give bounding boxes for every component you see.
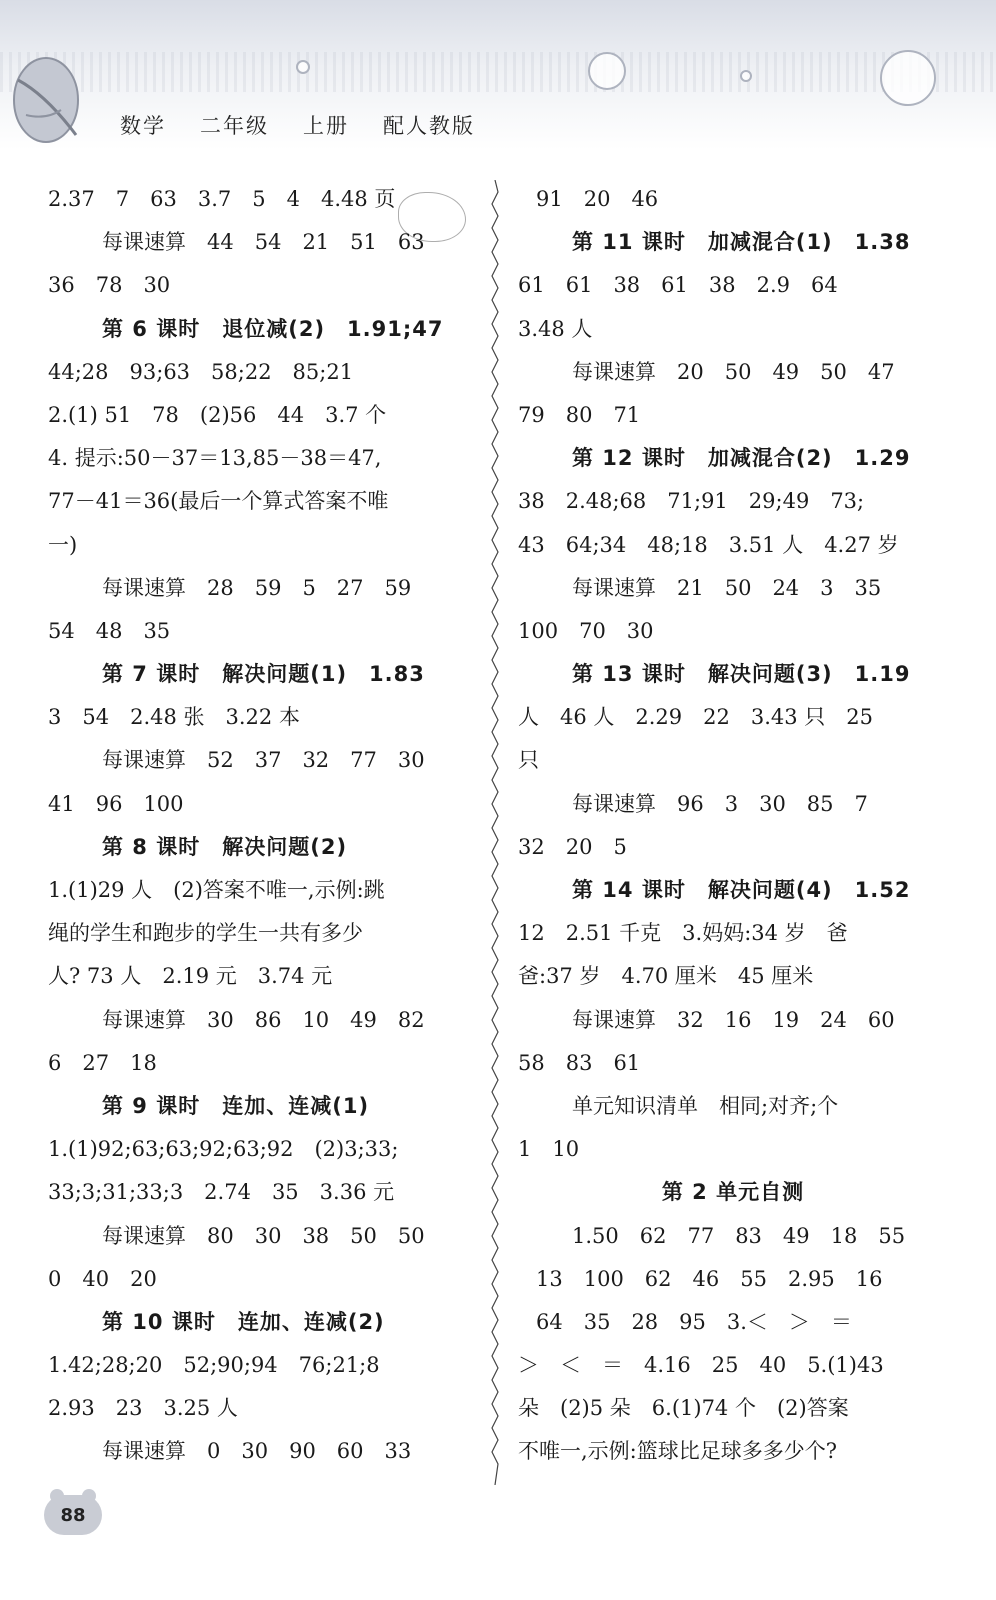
answer-line: 只 <box>518 748 539 773</box>
lesson-heading: 第 6 课时 退位减(2) 1.91;47 <box>102 316 444 341</box>
answer-line: 61 61 38 61 38 2.9 64 <box>518 273 838 298</box>
answer-line: 每课速算 0 30 90 60 33 <box>102 1439 412 1464</box>
answer-line: 每课速算 30 86 10 49 82 <box>102 1007 425 1032</box>
header-volume: 上册 <box>303 114 349 138</box>
answer-column-right <box>518 178 948 1474</box>
answer-line: 1.42;28;20 52;90;94 76;21;8 <box>48 1353 380 1378</box>
answer-line: 1.(1)92;63;63;92;63;92 (2)3;33; <box>48 1137 399 1162</box>
answer-line: 人? 73 人 2.19 元 3.74 元 <box>48 964 333 989</box>
answer-line: 2.(1) 51 78 (2)56 44 3.7 个 <box>48 402 387 427</box>
header-edition: 配人教版 <box>383 114 475 138</box>
answer-line: ＞ ＜ ＝ 4.16 25 40 5.(1)43 <box>518 1353 884 1378</box>
header-title <box>120 110 475 140</box>
answer-line: 2.93 23 3.25 人 <box>48 1396 238 1421</box>
answer-line: 3.48 人 <box>518 316 593 341</box>
answer-line: 32 20 5 <box>518 834 627 859</box>
answer-line: 13 100 62 46 55 2.95 16 <box>536 1266 883 1291</box>
lesson-heading: 第 8 课时 解决问题(2) <box>102 834 348 859</box>
answer-line: 77－41＝36(最后一个算式答案不唯 <box>48 489 389 514</box>
answer-line: 每课速算 20 50 49 50 47 <box>572 359 895 384</box>
answer-line: 2.37 7 63 3.7 5 4 4.48 页 <box>48 187 396 211</box>
answer-line: 每课速算 21 50 24 3 35 <box>572 575 882 600</box>
page-number: 88 <box>60 1504 86 1526</box>
answer-line: 44;28 93;63 58;22 85;21 <box>48 359 354 384</box>
lesson-heading: 第 10 课时 连加、连减(2) <box>102 1309 385 1334</box>
column-divider <box>491 180 499 1485</box>
answer-line: 每课速算 52 37 32 77 30 <box>102 748 425 773</box>
lesson-heading: 第 14 课时 解决问题(4) 1.52 <box>572 878 911 902</box>
bubble-decoration-icon <box>740 70 752 82</box>
answer-line: 79 80 71 <box>518 402 641 427</box>
answer-line: 爸:37 岁 4.70 厘米 45 厘米 <box>518 964 814 989</box>
answer-line: 64 35 28 95 3.＜ ＞ ＝ <box>536 1309 852 1334</box>
answer-line: 54 48 35 <box>48 618 171 643</box>
answer-line: 3 54 2.48 张 3.22 本 <box>48 705 300 730</box>
answer-line: 58 83 61 <box>518 1050 641 1075</box>
answer-line: 100 70 30 <box>518 618 654 643</box>
answer-line: 人 46 人 2.29 22 3.43 只 25 <box>518 705 874 730</box>
answer-line: 每课速算 28 59 5 27 59 <box>102 575 412 600</box>
answer-line: 每课速算 96 3 30 85 7 <box>572 791 868 816</box>
bubble-decoration-icon <box>880 50 936 106</box>
bubble-decoration-icon <box>588 52 626 90</box>
answer-line: 33;3;31;33;3 2.74 35 3.36 元 <box>48 1180 395 1205</box>
answer-column-left <box>48 178 478 1474</box>
lesson-heading: 第 13 课时 解决问题(3) 1.19 <box>572 662 911 687</box>
answer-line: 4. 提示:50－37＝13,85－38＝47, <box>48 446 382 471</box>
answer-line: 12 2.51 千克 3.妈妈:34 岁 爸 <box>518 921 848 946</box>
answer-line: 41 96 100 <box>48 791 184 816</box>
answer-line: 36 78 30 <box>48 273 171 298</box>
unit-test-heading: 第 2 单元自测 <box>661 1180 805 1205</box>
header-grade: 二年级 <box>200 114 269 138</box>
leaf-decoration-icon <box>6 40 86 150</box>
bubble-decoration-icon <box>296 60 310 74</box>
answer-line: 38 2.48;68 71;91 29;49 73; <box>518 489 865 514</box>
answer-line: 每课速算 44 54 21 51 63 <box>102 230 425 255</box>
answer-line: 1 10 <box>518 1137 580 1162</box>
header-subject: 数学 <box>120 114 166 138</box>
answer-line: 6 27 18 <box>48 1050 157 1075</box>
answer-line: 1.50 62 77 83 49 18 55 <box>572 1223 906 1248</box>
answer-line: 一) <box>48 532 78 557</box>
answer-line: 不唯一,示例:篮球比足球多多少个? <box>518 1439 838 1464</box>
lesson-heading: 第 7 课时 解决问题(1) 1.83 <box>102 662 425 687</box>
answer-line: 1.(1)29 人 (2)答案不唯一,示例:跳 <box>48 878 385 902</box>
lesson-heading: 第 9 课时 连加、连减(1) <box>102 1093 370 1118</box>
lesson-heading: 第 11 课时 加减混合(1) 1.38 <box>572 230 911 255</box>
answer-line: 绳的学生和跑步的学生一共有多少 <box>48 921 363 946</box>
answer-line: 91 20 46 <box>536 187 659 211</box>
lesson-heading: 第 12 课时 加减混合(2) 1.29 <box>572 446 911 471</box>
answer-line: 朵 (2)5 朵 6.(1)74 个 (2)答案 <box>518 1396 849 1421</box>
answer-line: 每课速算 32 16 19 24 60 <box>572 1007 895 1032</box>
answer-line: 单元知识清单 相同;对齐;个 <box>572 1093 839 1118</box>
answer-line: 0 40 20 <box>48 1266 157 1291</box>
page-number-badge <box>44 1495 102 1535</box>
answer-line: 43 64;34 48;18 3.51 人 4.27 岁 <box>518 532 899 557</box>
answer-line: 每课速算 80 30 38 50 50 <box>102 1223 425 1248</box>
